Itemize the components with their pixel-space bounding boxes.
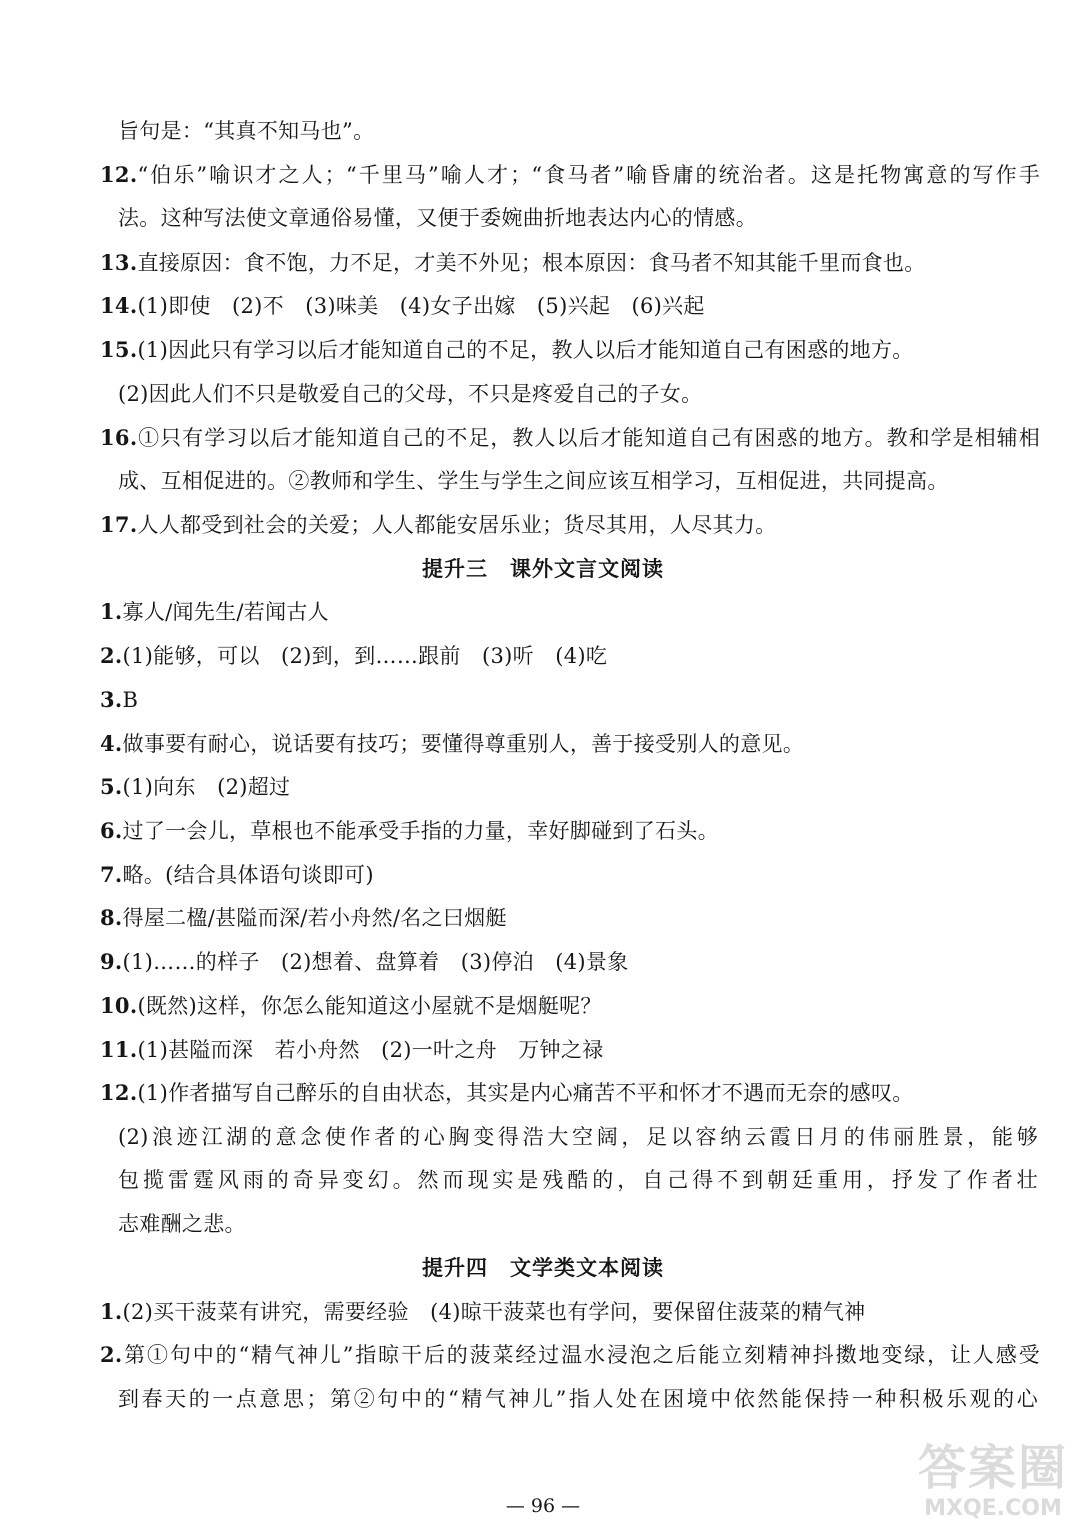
item-number: 1. — [100, 1299, 123, 1324]
answer-line — [100, 160, 1040, 190]
answer-text: (既然)这样，你怎么能知道这小屋就不是烟艇呢？ — [137, 994, 602, 1018]
answer-text: 志难酬之悲。 — [118, 1212, 246, 1236]
watermark-logo — [908, 1440, 1078, 1532]
item-number: 10. — [100, 993, 138, 1018]
item-number: 12. — [100, 162, 138, 187]
answer-text: 过了一会儿，草根也不能承受手指的力量，幸好脚碰到了石头。 — [122, 819, 719, 843]
answer-text: (1)……的样子 (2)想着、盘算着 (3)停泊 (4)景象 — [122, 950, 629, 974]
answer-text: “伯乐”喻识才之人；“千里马”喻人才；“食马者”喻昏庸的统治者。这是托物寓意的写作手 — [137, 163, 1040, 187]
answer-line — [118, 1165, 1038, 1195]
answer-line — [118, 116, 374, 146]
answer-text: 成、互相促进的。②教师和学生、学生与学生之间应该互相学习，互相促进，共同提高。 — [118, 469, 949, 493]
answer-text: B — [122, 688, 139, 712]
answer-line — [100, 423, 1040, 453]
item-number: 12. — [100, 1080, 138, 1105]
answer-text: 做事要有耐心，说话要有技巧；要懂得尊重别人，善于接受别人的意见。 — [122, 732, 805, 756]
item-number: 4. — [100, 731, 123, 756]
item-number: 3. — [100, 687, 123, 712]
answer-line — [100, 248, 926, 278]
answer-text: (1)因此只有学习以后才能知道自己的不足，教人以后才能知道自己有困惑的地方。 — [137, 338, 914, 362]
answer-text: ①只有学习以后才能知道自己的不足，教人以后才能知道自己有困惑的地方。教和学是相辅相 — [137, 426, 1040, 450]
answer-text: 直接原因：食不饱，力不足，才美不外见；根本原因：食马者不知其能千里而食也。 — [137, 251, 926, 275]
answer-text: 包揽雷霆风雨的奇异变幻。然而现实是残酷的，自己得不到朝廷重用，抒发了作者壮 — [118, 1168, 1038, 1192]
answer-line — [100, 1340, 1040, 1370]
watermark-text: 答案圈 — [917, 1440, 1068, 1496]
answer-text: (2)因此人们不只是敬爱自己的父母，不只是疼爱自己的子女。 — [118, 382, 703, 406]
answer-text: 人人都受到社会的关爱；人人都能安居乐业；货尽其用，人尽其力。 — [137, 513, 777, 537]
answer-text: (1)作者描写自己醉乐的自由状态，其实是内心痛苦不平和怀才不遇而无奈的感叹。 — [137, 1081, 914, 1105]
answer-text: (1)甚隘而深 若小舟然 (2)一叶之舟 万钟之禄 — [137, 1038, 604, 1062]
item-number: 11. — [100, 1037, 138, 1062]
item-number: 15. — [100, 337, 138, 362]
item-number: 13. — [100, 250, 138, 275]
answer-line — [100, 641, 607, 671]
answer-line — [100, 816, 719, 846]
item-number: 2. — [100, 1342, 123, 1367]
answer-text: 第①句中的“精气神儿”指晾干后的菠菜经过温水浸泡之后能立刻精神抖擞地变绿，让人感受 — [122, 1343, 1040, 1367]
answer-text: 得屋二楹/甚隘而深/若小舟然/名之曰烟艇 — [122, 906, 507, 930]
item-number: 9. — [100, 949, 123, 974]
page-number: — 96 — — [505, 1495, 581, 1517]
answer-line — [100, 1297, 865, 1327]
answer-line — [118, 203, 757, 233]
item-number: 16. — [100, 425, 138, 450]
answer-line — [118, 1384, 1038, 1414]
item-number: 7. — [100, 862, 123, 887]
answer-line — [100, 1035, 603, 1065]
answer-line — [100, 947, 629, 977]
answer-text: 寡人/闻先生/若闻古人 — [122, 600, 329, 624]
answer-text: 到春天的一点意思；第②句中的“精气神儿”指人处在困境中依然能保持一种积极乐观的心 — [118, 1387, 1038, 1411]
item-number: 2. — [100, 643, 123, 668]
answer-line — [100, 729, 804, 759]
item-number: 6. — [100, 818, 123, 843]
answer-line — [118, 379, 702, 409]
answer-line — [100, 335, 914, 365]
answer-line — [118, 1122, 1038, 1152]
answer-text: (1)即使 (2)不 (3)味美 (4)女子出嫁 (5)兴起 (6)兴起 — [137, 294, 705, 318]
watermark-url: MXQE.COM — [924, 1496, 1062, 1521]
item-number: 8. — [100, 905, 123, 930]
answer-text: (1)向东 (2)超过 — [122, 775, 291, 799]
answer-text: (2)买干菠菜有讲究，需要经验 (4)晾干菠菜也有学问，要保留住菠菜的精气神 — [122, 1300, 866, 1324]
item-number: 14. — [100, 293, 138, 318]
answer-line — [118, 1209, 246, 1239]
section-heading: 提升三 课外文言文阅读 — [422, 556, 664, 581]
answer-line — [100, 685, 138, 715]
answer-line — [100, 991, 602, 1021]
answer-text: (1)能够，可以 (2)到，到……跟前 (3)听 (4)吃 — [122, 644, 608, 668]
answer-text: (2)浪迹江湖的意念使作者的心胸变得浩大空阔，足以容纳云霞日月的伟丽胜景，能够 — [118, 1125, 1038, 1149]
answer-text: 法。这种写法使文章通俗易懂，又便于委婉曲折地表达内心的情感。 — [118, 206, 757, 230]
answer-line — [100, 772, 290, 802]
item-number: 5. — [100, 774, 123, 799]
answer-text: 略。(结合具体语句谈即可) — [122, 863, 374, 887]
answer-line — [100, 510, 776, 540]
answer-line — [100, 1078, 914, 1108]
answer-text: 旨句是：“其真不知马也”。 — [118, 119, 375, 143]
answer-line — [100, 860, 374, 890]
section-heading: 提升四 文学类文本阅读 — [422, 1255, 664, 1280]
answer-line — [100, 903, 507, 933]
item-number: 1. — [100, 599, 123, 624]
answer-line — [118, 466, 949, 496]
item-number: 17. — [100, 512, 138, 537]
answer-line — [100, 597, 329, 627]
answer-line — [100, 291, 705, 321]
